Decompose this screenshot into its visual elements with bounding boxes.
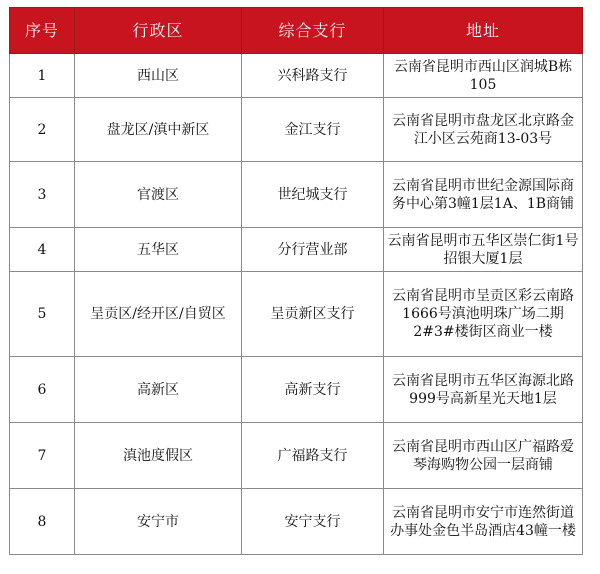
cell-address: 云南省昆明市五华区崇仁街1号招银大厦1层: [384, 228, 583, 272]
cell-no: 6: [10, 357, 75, 423]
header-district: 行政区: [75, 8, 242, 54]
cell-branch: 呈贡新区支行: [242, 272, 384, 357]
cell-address: 云南省昆明市盘龙区北京路金江小区云苑商13-03号: [384, 98, 583, 162]
cell-address: 云南省昆明市五华区海源北路999号高新星光天地1层: [384, 357, 583, 423]
cell-branch: 兴科路支行: [242, 54, 384, 98]
table-row: [10, 162, 583, 228]
cell-address: 云南省昆明市西山区广福路爱琴海购物公园一层商铺: [384, 423, 583, 489]
cell-district: 盘龙区/滇中新区: [75, 98, 242, 162]
branch-table: [9, 7, 583, 555]
table-row: [10, 423, 583, 489]
cell-branch: 高新支行: [242, 357, 384, 423]
cell-district: 西山区: [75, 54, 242, 98]
table-row: [10, 98, 583, 162]
cell-address: 云南省昆明市安宁市连然街道办事处金色半岛酒店43幢一楼: [384, 489, 583, 555]
cell-district: 官渡区: [75, 162, 242, 228]
cell-district: 安宁市: [75, 489, 242, 555]
cell-no: 4: [10, 228, 75, 272]
cell-no: 5: [10, 272, 75, 357]
header-no: 序号: [10, 8, 75, 54]
cell-no: 1: [10, 54, 75, 98]
cell-district: 五华区: [75, 228, 242, 272]
table-row: [10, 228, 583, 272]
cell-branch: 安宁支行: [242, 489, 384, 555]
cell-no: 2: [10, 98, 75, 162]
cell-no: 7: [10, 423, 75, 489]
cell-branch: 分行营业部: [242, 228, 384, 272]
cell-address: 云南省昆明市呈贡区彩云南路1666号滇池明珠广场二期2#3#楼街区商业一楼: [384, 272, 583, 357]
cell-district: 滇池度假区: [75, 423, 242, 489]
table-row: [10, 357, 583, 423]
cell-branch: 金江支行: [242, 98, 384, 162]
cell-district: 呈贡区/经开区/自贸区: [75, 272, 242, 357]
table-row: [10, 54, 583, 98]
cell-district: 高新区: [75, 357, 242, 423]
cell-no: 8: [10, 489, 75, 555]
cell-branch: 广福路支行: [242, 423, 384, 489]
cell-no: 3: [10, 162, 75, 228]
table-row: [10, 489, 583, 555]
cell-address: 云南省昆明市西山区润城B栋105: [384, 54, 583, 98]
header-row: [10, 8, 583, 54]
table-row: [10, 272, 583, 357]
cell-address: 云南省昆明市世纪金源国际商务中心第3幢1层1A、1B商铺: [384, 162, 583, 228]
header-branch: 综合支行: [242, 8, 384, 54]
header-address: 地址: [384, 8, 583, 54]
cell-branch: 世纪城支行: [242, 162, 384, 228]
